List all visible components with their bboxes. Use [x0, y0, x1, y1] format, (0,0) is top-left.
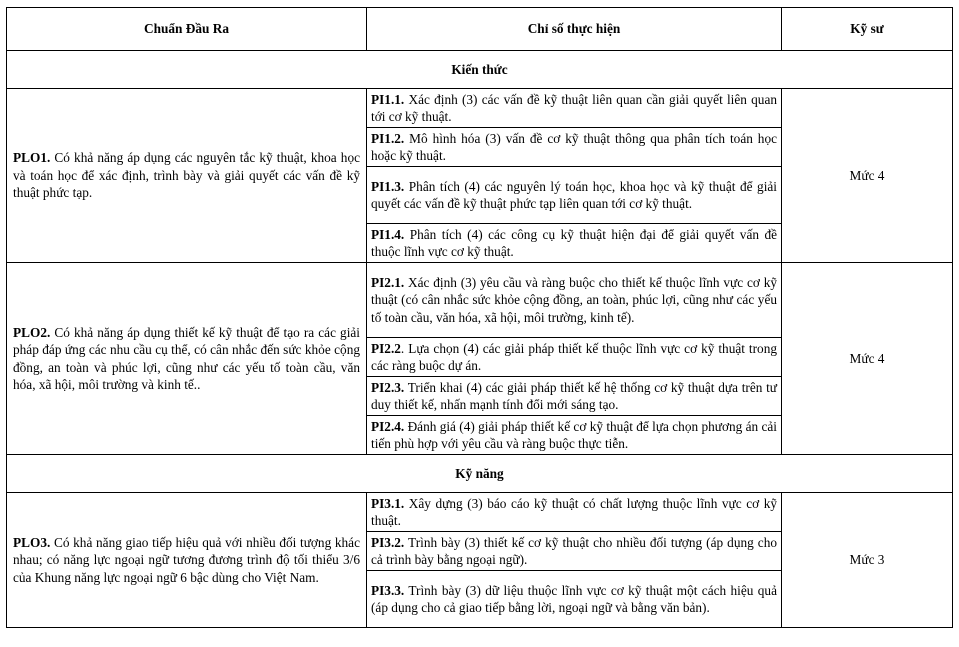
pi-cell — [367, 224, 782, 263]
pi-cell — [367, 128, 782, 167]
header-outcome: Chuẩn Đầu Ra — [7, 8, 367, 51]
pi-cell — [367, 571, 782, 628]
pi-cell — [367, 89, 782, 128]
pi-cell — [367, 338, 782, 377]
pi-code: PI1.4. — [371, 226, 405, 242]
pi-code: PI1.3. — [371, 178, 405, 194]
pi-cell — [367, 416, 782, 455]
pi-code: PI1.2. — [371, 130, 405, 146]
table-row — [7, 89, 953, 128]
plo-code: PLO2. — [13, 324, 51, 340]
plo-text: Có khả năng áp dụng thiết kế kỹ thuật để tạo ra các giải pháp đáp ứng các nhu cầu cụ thể, có cân nhắc đến sức khỏe cộng đồng, an toàn và phúc lợi, cũng như các yếu tố toàn cầu, văn hóa, xã hội, môi trường và kinh tế.. — [13, 324, 360, 392]
header-indicator: Chỉ số thực hiện — [367, 8, 782, 51]
plo-code: PLO3. — [13, 534, 51, 550]
pi-code: PI2.4. — [371, 418, 405, 434]
pi-code: PI1.1. — [371, 91, 405, 107]
pi-code: PI2.3. — [371, 379, 405, 395]
pi-text: Trình bày (3) thiết kế cơ kỹ thuật cho nhiều đối tượng (áp dụng cho cả trình bày bằng ngoại ngữ). — [371, 534, 777, 567]
pi-text: Xây dựng (3) báo cáo kỹ thuật có chất lượng thuộc lĩnh vực cơ kỹ thuật. — [371, 495, 777, 528]
pi-cell — [367, 377, 782, 416]
pi-text: Xác định (3) yêu cầu và ràng buộc cho thiết kế thuộc lĩnh vực cơ kỹ thuật (có cân nhắc sức khỏe cộng đồng, an toàn, phúc lợi, cũng như các yếu tố toàn cầu, văn hóa, xã hội, môi trường, kinh tế). — [371, 274, 777, 325]
table-row — [7, 493, 953, 532]
section-row-skills — [7, 455, 953, 493]
plo-text: Có khả năng áp dụng các nguyên tắc kỹ thuật, khoa học và toán học để xác định, trình bày và giải quyết các vấn đề kỹ thuật phức tạp. — [13, 150, 360, 201]
pi-text: Đánh giá (4) giải pháp thiết kế cơ kỹ thuật để lựa chọn phương án cải tiến phù hợp với yêu cầu và ràng buộc thực tiễn. — [371, 418, 777, 451]
pi-code: PI3.3. — [371, 582, 405, 598]
learning-outcomes-table — [6, 7, 953, 628]
plo-cell — [7, 493, 367, 628]
pi-cell — [367, 263, 782, 338]
pi-cell — [367, 167, 782, 224]
pi-text: Mô hình hóa (3) vấn đề cơ kỹ thuật thông qua phân tích toán học hoặc kỹ thuật. — [371, 130, 777, 163]
pi-text: Phân tích (4) các công cụ kỹ thuật hiện đại để giải quyết vấn đề thuộc lĩnh vực cơ kỹ thuật. — [371, 226, 777, 259]
header-engineer: Kỹ sư — [782, 8, 953, 51]
pi-cell — [367, 493, 782, 532]
pi-text: . Lựa chọn (4) các giải pháp thiết kế thuộc lĩnh vực cơ kỹ thuật trong các ràng buộc dự án. — [371, 340, 777, 373]
pi-text: Trình bày (3) dữ liệu thuộc lĩnh vực cơ kỹ thuật một cách hiệu quả (áp dụng cho cả giao tiếp bằng lời, ngoại ngữ và bằng văn bản). — [371, 582, 777, 615]
pi-code: PI2.1. — [371, 274, 405, 290]
plo-text: Có khả năng giao tiếp hiệu quả với nhiều đối tượng khác nhau; có năng lực ngoại ngữ tương đương trình độ tối thiểu 3/6 của Khung năng lực ngoại ngữ 6 bậc dùng cho Việt Nam. — [13, 534, 360, 585]
level-cell: Mức 3 — [782, 493, 953, 628]
pi-code: PI3.2. — [371, 534, 405, 550]
header-row — [7, 8, 953, 51]
section-row-knowledge — [7, 51, 953, 89]
plo-cell — [7, 89, 367, 263]
level-cell: Mức 4 — [782, 89, 953, 263]
pi-cell — [367, 532, 782, 571]
section-title: Kiến thức — [7, 51, 953, 89]
pi-text: Xác định (3) các vấn đề kỹ thuật liên quan cần giải quyết liên quan tới cơ kỹ thuật. — [371, 91, 777, 124]
level-cell: Mức 4 — [782, 263, 953, 455]
pi-text: Phân tích (4) các nguyên lý toán học, khoa học và kỹ thuật để giải quyết các vấn đề kỹ thuật phức tạp liên quan tới cơ kỹ thuật. — [371, 178, 777, 211]
pi-code: PI2.2 — [371, 340, 401, 356]
pi-code: PI3.1. — [371, 495, 405, 511]
pi-text: Triển khai (4) các giải pháp thiết kế hệ thống cơ kỹ thuật dựa trên tư duy thiết kế, nhấn mạnh tính đổi mới sáng tạo. — [371, 379, 777, 412]
section-title: Kỹ năng — [7, 455, 953, 493]
plo-cell — [7, 263, 367, 455]
plo-code: PLO1. — [13, 150, 51, 166]
table-row — [7, 263, 953, 338]
